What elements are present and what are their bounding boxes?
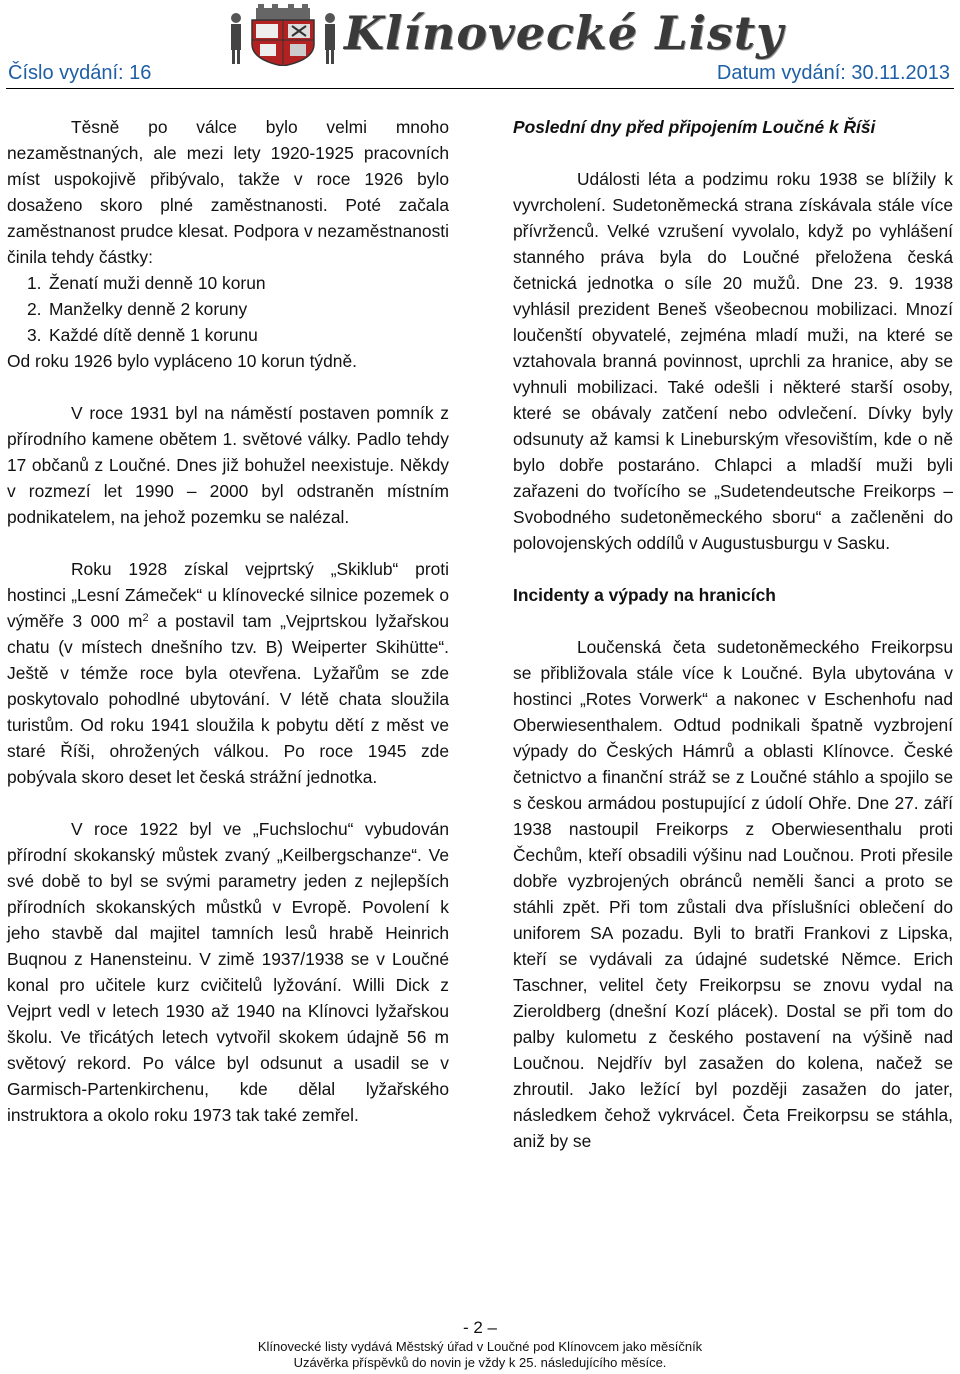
section-heading-last-days: Poslední dny před připojením Loučné k Říši xyxy=(513,117,876,137)
list-item-number: 1. xyxy=(27,273,42,293)
paragraph-mobilization: Události léta a podzimu roku 1938 se blížily k vyvrcholení. Sudetoněmecká strana získávala stále více přívrženců. Velké vzrušení vyvolalo, když po vyhlášení stanného práva byla do Loučné přeložena česká četnická jednotka o síle 20 mužů. Dne 23. 9. 1938 vyhlásil prezident Beneš všeobecnou mobilizaci. Mnozí loučenští obyvatelé, zejména mladí muži, na které se vztahovala branná povinnost, uprchli za hranice, aby se vyhnuli mobilizaci. Také odešli i některé starší osoby, které se obávaly zatčení nebo odvlečení. Dívky byly odsunuty až kamsi k Lineburským vřesovištím, kde o ně bylo dobře postaráno. Chlapci a mladší muži byli zařazeni do tvořícího se „Sudetendeutsche Freikorps – Svobodného sudetoněmeckého sboru“ a začleněni do polovojenských oddílů v Augustusburgu v Sasku. xyxy=(513,169,953,553)
skiklub-text-b: a postavil tam „Vejprtskou lyžařskou chatu (v místech dnešního tzv. B) Weiperter Skihütte“. Ještě v témže roce byla otevřena. Lyžařům se zde poskytovalo pohodlné ubytování. V létě chata sloužila turistům. Od roku 1941 sloužila k pobytu dětí z měst ve staré Říši, ohrožených válkou. Po roce 1945 zde pobývala skoro deset let česká strážní jednotka. xyxy=(7,611,449,787)
page-number: - 2 – xyxy=(462,1318,498,1337)
paragraph-unemployment: Těsně po válce bylo velmi mnoho nezaměstnaných, ale mezi lety 1920-1925 pracovních míst uspokojivě přibývalo, takže v roce 1926 bylo dosaženo skoro plné zaměstnanosti. Poté začala zaměstnanost prudce klesat. Podpora v nezaměstnanosti činila tehdy částky: xyxy=(7,117,449,267)
list-item-text: Ženatí muži denně 10 korun xyxy=(49,273,266,293)
header-divider xyxy=(6,88,954,89)
skiklub-text-a: Roku 1928 získal vejprtský „Skiklub“ proti hostinci „Lesní Zámeček“ u klínovecké silnice pozemek o výměře 3 000 m xyxy=(7,559,449,631)
right-column xyxy=(513,114,953,1154)
paragraph-weekly-pay: Od roku 1926 bylo vypláceno 10 korun týdně. xyxy=(7,351,357,371)
town-crest-logo xyxy=(226,4,340,66)
list-item xyxy=(7,270,449,296)
issue-number: Číslo vydání: 16 xyxy=(8,62,152,84)
masthead xyxy=(0,0,960,90)
list-item-number: 3. xyxy=(27,325,42,345)
left-column xyxy=(7,114,449,1128)
paragraph-ski-jump: V roce 1922 byl ve „Fuchslochu“ vybudován přírodní skokanský můstek zvaný „Keilbergschanze“. Ve své době to byl se svými parametry jeden z nejlepších přírodních skokanských můstků v Evropě. Povolení k jeho stavbě dal majitel tamních lesů hrabě Heinrich Buqnou z Hanensteinu. V zimě 1937/1938 se v Loučné konal pro učitele kurz cvičitelů lyžování. Willi Dick z Vejprt vedl v letech 1930 až 1940 na Klínovci lyžařskou školu. Ve třicátých letech vytvořil skokem údajně 56 m světový rekord. Po válce byl odsunut a usadil se v Garmisch-Partenkirchenu, kde dělal lyžařského instruktora a okolo roku 1973 tak také zemřel. xyxy=(7,819,449,1125)
deadline-note: Uzávěrka příspěvků do novin je vždy k 25. následujícího měsíce. xyxy=(293,1355,667,1370)
list-item-number: 2. xyxy=(27,299,42,319)
section-heading-incidents: Incidenty a výpady na hranicích xyxy=(513,585,776,605)
issue-date: Datum vydání: 30.11.2013 xyxy=(716,62,950,84)
paragraph-monument: V roce 1931 byl na náměstí postaven pomník z přírodního kamene obětem 1. světové války. Padlo tehdy 17 občanů z Loučné. Dnes již bohužel neexistuje. Někdy v rozmezí let 1990 – 2000 byl odstraněn místním podnikatelem, na jehož pozemku se nalézal. xyxy=(7,403,449,527)
paragraph-freikorps: Loučenská četa sudetoněmeckého Freikorpsu se přibližovala stále více k Loučné. Byla ubytována v hostinci „Rotes Vorwerk“ a nakonec v Eschenhofu nad Oberwiesenthalem. Odtud podnikali špatně vyzbrojení výpady do Českých Hámrů a oblasti Klínovce. České četnictvo a finanční stráž se z Loučné stáhlo a spojilo se s českou armádou postupující z údolí Ohře. Dne 27. září 1938 nastoupil Freikorps z Oberwiesenthalu proti Čechům, kteří obsadili výšinu nad Loučnou. Proti přesile dobře vyzbrojených obránců neměli šanci a proto se stáhli zpět. Při tom zůstali dva příslušníci oblečení do uniforem SA pozadu. Byli to bratři Frankovi z Lipska, kteří se vydávali za údajné sudetské Němce. Erich Taschner, velitel čety Freikorpsu se znovu vydal na Zieroldberg (dnešní Kozí plácek). Dostal se při tom do palby kulometu z českého postavení na výšině nad Loučnou. Nejdřív byl zasažen do kolena, načež se zhroutil. Jako ležící byl později zasažen do jater, následkem čehož vykrvácel. Četa Freikorpsu se stáhla, aniž by se xyxy=(513,637,953,1151)
list-item-text: Každé dítě denně 1 korunu xyxy=(49,325,258,345)
superscript-2: 2 xyxy=(142,612,149,624)
paragraph-skiklub xyxy=(7,556,449,790)
publisher-note: Klínovecké listy vydává Městský úřad v Loučné pod Klínovcem jako měsíčník xyxy=(257,1339,703,1354)
list-item-text: Manželky denně 2 koruny xyxy=(49,299,248,319)
newspaper-title: Klínovecké Listy xyxy=(344,6,784,60)
list-item xyxy=(7,322,449,348)
list-item xyxy=(7,296,449,322)
